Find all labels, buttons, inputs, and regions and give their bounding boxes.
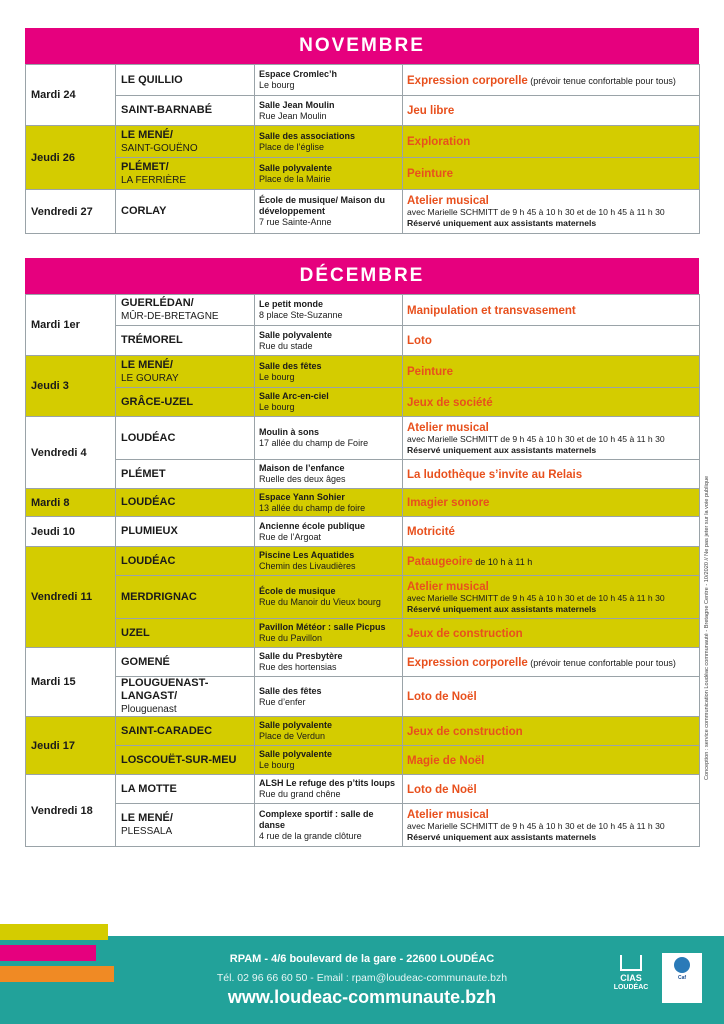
- place-cell: Moulin à sons 17 allée du champ de Foire: [255, 417, 403, 460]
- place-cell: Salle des fêtes Rue d’enfer: [255, 677, 403, 717]
- place-cell: ALSH Le refuge des p’tits loups Rue du grand chêne: [255, 775, 403, 804]
- activity-cell: Atelier musical avec Marielle SCHMITT de 9 h 45 à 10 h 30 et de 10 h 45 à 11 h 30 Réservé uniquement aux assistants maternels: [403, 417, 700, 460]
- footer-contact: Tél. 02 96 66 60 50 - Email : rpam@loudeac-communaute.bzh: [216, 972, 508, 984]
- table-row: [26, 677, 700, 717]
- town-cell: LA MOTTE: [116, 775, 255, 804]
- day-cell: Mardi 15: [26, 648, 116, 717]
- table-row: [26, 746, 700, 775]
- day-cell: Jeudi 17: [26, 717, 116, 775]
- town-cell: UZEL: [116, 619, 255, 648]
- town-cell: GRÂCE-UZEL: [116, 388, 255, 417]
- yellow-stripe: [0, 924, 108, 940]
- place-cell: Espace Cromlec’h Le bourg: [255, 65, 403, 96]
- activity-cell: Jeu libre: [403, 96, 700, 126]
- footer-address: RPAM - 4/6 boulevard de la gare - 22600 LOUDÉAC: [229, 953, 495, 965]
- activity-cell: La ludothèque s’invite au Relais: [403, 460, 700, 489]
- town-cell: LOUDÉAC: [116, 547, 255, 576]
- house-icon: [620, 955, 642, 971]
- place-cell: Maison de l’enfance Ruelle des deux âges: [255, 460, 403, 489]
- activity-cell: Jeux de société: [403, 388, 700, 417]
- activity-cell: Pataugeoire de 10 h à 11 h: [403, 547, 700, 576]
- activity-cell: Magie de Noël: [403, 746, 700, 775]
- table-row: [26, 517, 700, 547]
- day-cell: Mardi 24: [26, 65, 116, 126]
- table-row: [26, 126, 700, 158]
- december-table: [25, 294, 700, 847]
- town-cell: LE MENÉ/ LE GOURAY: [116, 356, 255, 388]
- town-cell: SAINT-BARNABÉ: [116, 96, 255, 126]
- place-cell: École de musique Rue du Manoir du Vieux bourg: [255, 576, 403, 619]
- town-cell: LOUDÉAC: [116, 489, 255, 517]
- town-cell: LOSCOUËT-SUR-MEU: [116, 746, 255, 775]
- table-row: [26, 804, 700, 847]
- table-row: [26, 547, 700, 576]
- activity-cell: Atelier musical avec Marielle SCHMITT de 9 h 45 à 10 h 30 et de 10 h 45 à 11 h 30 Réservé uniquement aux assistants maternels: [403, 190, 700, 234]
- activity-cell: Atelier musical avec Marielle SCHMITT de 9 h 45 à 10 h 30 et de 10 h 45 à 11 h 30 Réservé uniquement aux assistants maternels: [403, 576, 700, 619]
- footer-website-link[interactable]: www.loudeac-communaute.bzh: [227, 987, 497, 1007]
- table-row: [26, 295, 700, 326]
- place-cell: Salle polyvalente Rue du stade: [255, 326, 403, 356]
- place-cell: Salle Arc-en-ciel Le bourg: [255, 388, 403, 417]
- november-table: [25, 64, 700, 234]
- place-cell: Salle du Presbytère Rue des hortensias: [255, 648, 403, 677]
- table-row: [26, 619, 700, 648]
- day-cell: Mardi 8: [26, 489, 116, 517]
- day-cell: Vendredi 18: [26, 775, 116, 847]
- day-cell: Jeudi 26: [26, 126, 116, 190]
- place-cell: Salle Jean Moulin Rue Jean Moulin: [255, 96, 403, 126]
- place-cell: Le petit monde 8 place Ste-Suzanne: [255, 295, 403, 326]
- place-cell: Salle polyvalente Place de la Mairie: [255, 158, 403, 190]
- activity-cell: Jeux de construction: [403, 717, 700, 746]
- town-cell: SAINT-CARADEC: [116, 717, 255, 746]
- table-row: [26, 648, 700, 677]
- town-cell: LOUDÉAC: [116, 417, 255, 460]
- table-row: [26, 489, 700, 517]
- table-row: [26, 775, 700, 804]
- table-row: [26, 356, 700, 388]
- day-cell: Jeudi 3: [26, 356, 116, 417]
- town-cell: LE QUILLIO: [116, 65, 255, 96]
- activity-cell: Expression corporelle (prévoir tenue confortable pour tous): [403, 648, 700, 677]
- table-row: [26, 326, 700, 356]
- town-cell: LE MENÉ/ PLESSALA: [116, 804, 255, 847]
- table-row: [26, 190, 700, 234]
- day-cell: Vendredi 4: [26, 417, 116, 489]
- town-cell: MERDRIGNAC: [116, 576, 255, 619]
- caf-logo: Caf: [662, 953, 702, 1003]
- activity-cell: Manipulation et transvasement: [403, 295, 700, 326]
- cias-logo: CIAS LOUDÉAC: [606, 955, 656, 999]
- town-cell: PLUMIEUX: [116, 517, 255, 547]
- table-row: [26, 388, 700, 417]
- activity-cell: Imagier sonore: [403, 489, 700, 517]
- table-row: [26, 158, 700, 190]
- activity-cell: Motricité: [403, 517, 700, 547]
- credit-text: Conception : service communication Loudéac communauté - Bretagne Centre - 10/2020 // Ne pas jeter sur la voie publique: [704, 475, 710, 780]
- town-cell: LE MENÉ/ SAINT-GOUËNO: [116, 126, 255, 158]
- table-row: [26, 576, 700, 619]
- day-cell: Vendredi 11: [26, 547, 116, 648]
- town-cell: PLOUGUENAST-LANGAST/ Plouguenast: [116, 677, 255, 717]
- town-cell: CORLAY: [116, 190, 255, 234]
- town-cell: PLÉMET/ LA FERRIÈRE: [116, 158, 255, 190]
- day-cell: Mardi 1er: [26, 295, 116, 356]
- town-cell: PLÉMET: [116, 460, 255, 489]
- place-cell: Salle des fêtes Le bourg: [255, 356, 403, 388]
- place-cell: Salle polyvalente Le bourg: [255, 746, 403, 775]
- table-row: [26, 717, 700, 746]
- november-section: [25, 28, 699, 234]
- town-cell: GUERLÉDAN/ MÛR-DE-BRETAGNE: [116, 295, 255, 326]
- table-row: [26, 460, 700, 489]
- activity-cell: Loto de Noël: [403, 775, 700, 804]
- table-row: [26, 96, 700, 126]
- town-cell: GOMENÉ: [116, 648, 255, 677]
- activity-cell: Peinture: [403, 158, 700, 190]
- month-title: DÉCEMBRE: [25, 258, 699, 294]
- table-row: [26, 65, 700, 96]
- activity-cell: Expression corporelle (prévoir tenue confortable pour tous): [403, 65, 700, 96]
- place-cell: Salle polyvalente Place de Verdun: [255, 717, 403, 746]
- town-cell: TRÉMOREL: [116, 326, 255, 356]
- activity-cell: Exploration: [403, 126, 700, 158]
- day-cell: Jeudi 10: [26, 517, 116, 547]
- place-cell: Espace Yann Sohier 13 allée du champ de foire: [255, 489, 403, 517]
- place-cell: Salle des associations Place de l’église: [255, 126, 403, 158]
- place-cell: Ancienne école publique Rue de l’Argoat: [255, 517, 403, 547]
- activity-cell: Jeux de construction: [403, 619, 700, 648]
- activity-cell: Loto de Noël: [403, 677, 700, 717]
- place-cell: Complexe sportif : salle de danse 4 rue de la grande clôture: [255, 804, 403, 847]
- place-cell: École de musique/ Maison du développement 7 rue Sainte-Anne: [255, 190, 403, 234]
- place-cell: Piscine Les Aquatides Chemin des Livaudières: [255, 547, 403, 576]
- day-cell: Vendredi 27: [26, 190, 116, 234]
- activity-cell: Atelier musical avec Marielle SCHMITT de 9 h 45 à 10 h 30 et de 10 h 45 à 11 h 30 Réservé uniquement aux assistants maternels: [403, 804, 700, 847]
- table-row: [26, 417, 700, 460]
- place-cell: Pavillon Météor : salle Picpus Rue du Pavillon: [255, 619, 403, 648]
- caf-emblem-icon: [674, 957, 690, 973]
- month-title: NOVEMBRE: [25, 28, 699, 64]
- activity-cell: Loto: [403, 326, 700, 356]
- december-section: [25, 258, 699, 847]
- activity-cell: Peinture: [403, 356, 700, 388]
